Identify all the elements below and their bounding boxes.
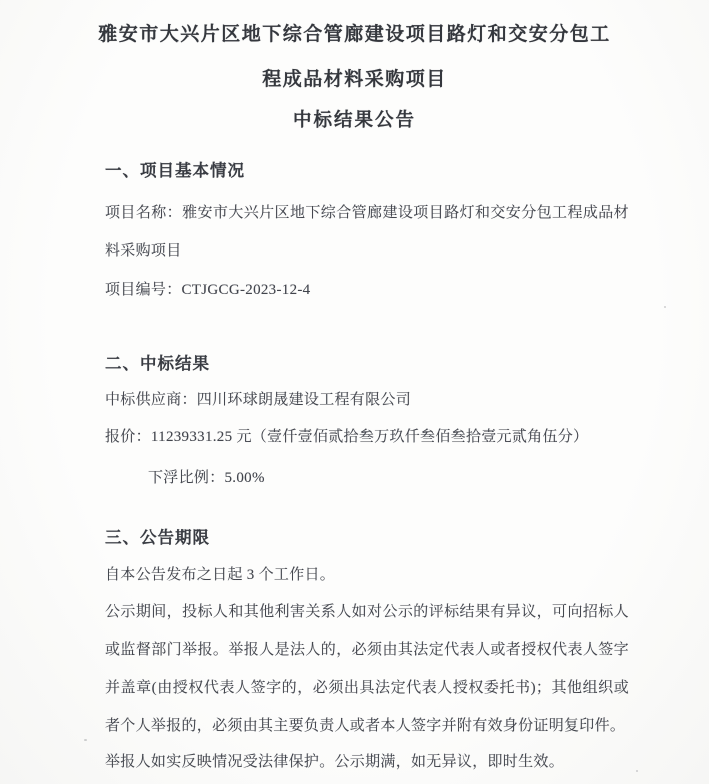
section-heading-bid-result: 二、中标结果 bbox=[105, 354, 210, 373]
section-heading-announcement-period: 三、公告期限 bbox=[105, 528, 210, 547]
paragraph-bid-price: 报价：11239331.25 元（壹仟壹佰贰拾叁万玖仟叁佰叁拾壹元贰角伍分） bbox=[105, 429, 589, 445]
scan-speck bbox=[84, 739, 87, 741]
paragraph-project-name: 项目名称：雅安市大兴片区地下综合管廊建设项目路灯和交安分包工程成品材料采购项目 bbox=[105, 205, 629, 259]
paragraph-objection-procedure: 公示期间，投标人和其他利害关系人如对公示的评标结果有异议，可向招标人或监督部门举报。举报人是法人的，必须由其法定代表人或者授权代表人签字并盖章(由授权代表人签字的，必须出具法定代表人授权委托书)；其他组织或者个人举报的，必须由其主要负责人或者本人签字并附有效身份证明复印件。 bbox=[105, 604, 629, 734]
paragraph-period-days: 自本公告发布之日起 3 个工作日。 bbox=[105, 567, 336, 583]
paragraph-legal-protection: 举报人如实反映情况受法律保护。公示期满，如无异议，即时生效。 bbox=[105, 754, 565, 770]
scan-speck bbox=[636, 770, 638, 772]
paragraph-winning-supplier: 中标供应商：四川环球朗晟建设工程有限公司 bbox=[105, 392, 412, 408]
paragraph-discount-ratio: 下浮比例：5.00% bbox=[148, 470, 265, 486]
paragraph-project-number: 项目编号：CTJGCG-2023-12-4 bbox=[105, 282, 311, 298]
scan-speck bbox=[664, 306, 666, 308]
document-title: 雅安市大兴片区地下综合管廊建设项目路灯和交安分包工程成品材料采购项目 bbox=[98, 24, 611, 90]
document-subtitle: 中标结果公告 bbox=[292, 111, 416, 131]
section-heading-project-info: 一、项目基本情况 bbox=[105, 161, 245, 180]
